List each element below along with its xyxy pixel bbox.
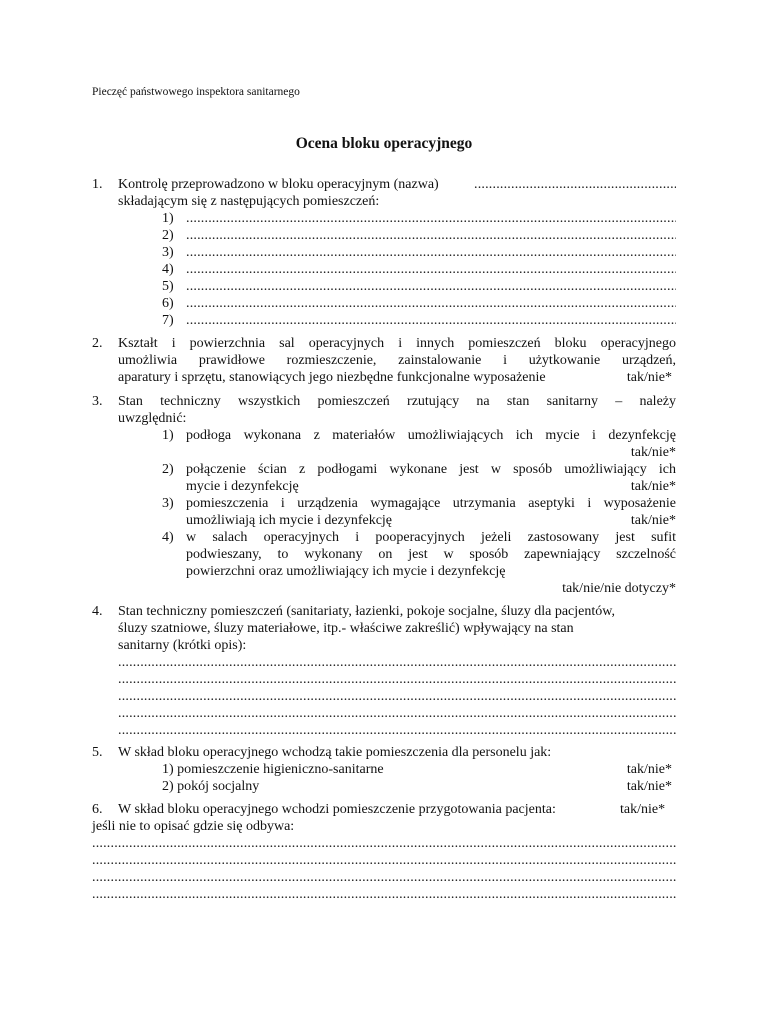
room-number: 6) [162,296,174,311]
section-2-line-2: umożliwia prawidłowe rozmieszczenie, zainstalowanie i użytkowanie urządzeń, [118,353,676,368]
description-field[interactable] [118,671,676,688]
section-2-line-1: Kształt i powierzchnia sal operacyjnych i innych pomieszczeń bloku operacyjnego [118,336,676,351]
criterion-2-line-1: połączenie ścian z podłogami wykonane jest w sposób umożliwiający ich [186,462,676,477]
description-field[interactable] [118,688,676,705]
room-number: 2) [162,228,174,243]
room-field[interactable] [186,261,676,278]
room-field[interactable] [186,278,676,295]
section-6-answer[interactable]: tak/nie* [620,802,666,817]
room-number: 3) [162,245,174,260]
section-2-number: 2. [92,336,103,351]
room-number: 5) [162,279,174,294]
room-number: 4) [162,262,174,277]
criterion-4-line-3: powierzchni oraz umożliwiający ich mycie i dezynfekcję [186,564,506,579]
criterion-3-line-2: umożliwiają ich mycie i dezynfekcję [186,513,393,528]
criterion-number: 3) [162,496,174,511]
criterion-1-answer[interactable]: tak/nie* [630,445,676,460]
room-number: 1) [162,211,174,226]
section-4-number: 4. [92,604,103,619]
room-number: 7) [162,313,174,328]
room-field[interactable] [186,244,676,261]
criterion-3-line-1: pomieszczenia i urządzenia wymagające utrzymania aseptyki i wyposażenie [186,496,676,511]
criterion-number: 2) [162,462,174,477]
room-field[interactable] [186,227,676,244]
criterion-4-line-1: w salach operacyjnych i pooperacyjnych jeżeli zastosowany jest sufit [186,530,676,545]
section-2-answer[interactable]: tak/nie* [626,370,672,385]
section-5-line-1: W skład bloku operacyjnego wchodzą takie pomieszczenia dla personelu jak: [118,745,552,760]
criterion-2-answer[interactable]: tak/nie* [630,479,676,494]
staff-room-1: 1) pomieszczenie higieniczno-sanitarne [162,762,384,777]
description-field[interactable] [118,654,676,671]
criterion-number: 1) [162,428,174,443]
section-1-line-2: składającym się z następujących pomieszczeń: [118,194,380,209]
section-3-number: 3. [92,394,103,409]
staff-room-1-answer[interactable]: tak/nie* [626,762,672,777]
criterion-3-answer[interactable]: tak/nie* [630,513,676,528]
section-1-name-field[interactable] [474,176,676,193]
location-field[interactable] [92,869,676,886]
room-field[interactable] [186,295,676,312]
section-5-number: 5. [92,745,103,760]
section-3-line-2: uwzględnić: [118,411,187,426]
room-field[interactable] [186,312,676,329]
section-1-line-1: Kontrolę przeprowadzono w bloku operacyjnym (nazwa) [118,177,439,192]
staff-room-2: 2) pokój socjalny [162,779,260,794]
description-field[interactable] [118,722,676,739]
criterion-4-answer[interactable]: tak/nie/nie dotyczy* [562,581,676,596]
section-3-line-1: Stan techniczny wszystkich pomieszczeń rzutujący na stan sanitarny – należy [118,394,676,409]
criterion-1-line-1: podłoga wykonana z materiałów umożliwiających ich mycie i dezynfekcję [186,428,676,443]
room-field[interactable] [186,210,676,227]
section-2-line-3: aparatury i sprzętu, stanowiących jego niezbędne funkcjonalne wyposażenie [118,370,546,385]
section-4-line-3: sanitarny (krótki opis): [118,638,247,653]
section-4-line-2: śluzy szatniowe, śluzy materiałowe, itp.- właściwe zakreślić) wpływający na stan [118,621,574,636]
criterion-4-line-2: podwieszany, to wykonany on jest w sposób zapewniający szczelność [186,547,676,562]
page-title: Ocena bloku operacyjnego [295,135,473,152]
criterion-2-line-2: mycie i dezynfekcję [186,479,299,494]
section-6-number: 6. [92,802,103,817]
criterion-number: 4) [162,530,174,545]
section-4-line-1: Stan techniczny pomieszczeń (sanitariaty, łazienki, pokoje socjalne, śluzy dla pacjentów, [118,604,615,619]
location-field[interactable] [92,852,676,869]
section-1-number: 1. [92,177,103,192]
location-field[interactable] [92,886,676,903]
description-field[interactable] [118,705,676,722]
section-6-line-1: W skład bloku operacyjnego wchodzi pomieszczenie przygotowania pacjenta: [118,802,556,817]
stamp-label: Pieczęć państwowego inspektora sanitarnego [92,86,300,98]
section-6-line-2: jeśli nie to opisać gdzie się odbywa: [92,819,295,834]
location-field[interactable] [92,835,676,852]
staff-room-2-answer[interactable]: tak/nie* [626,779,672,794]
